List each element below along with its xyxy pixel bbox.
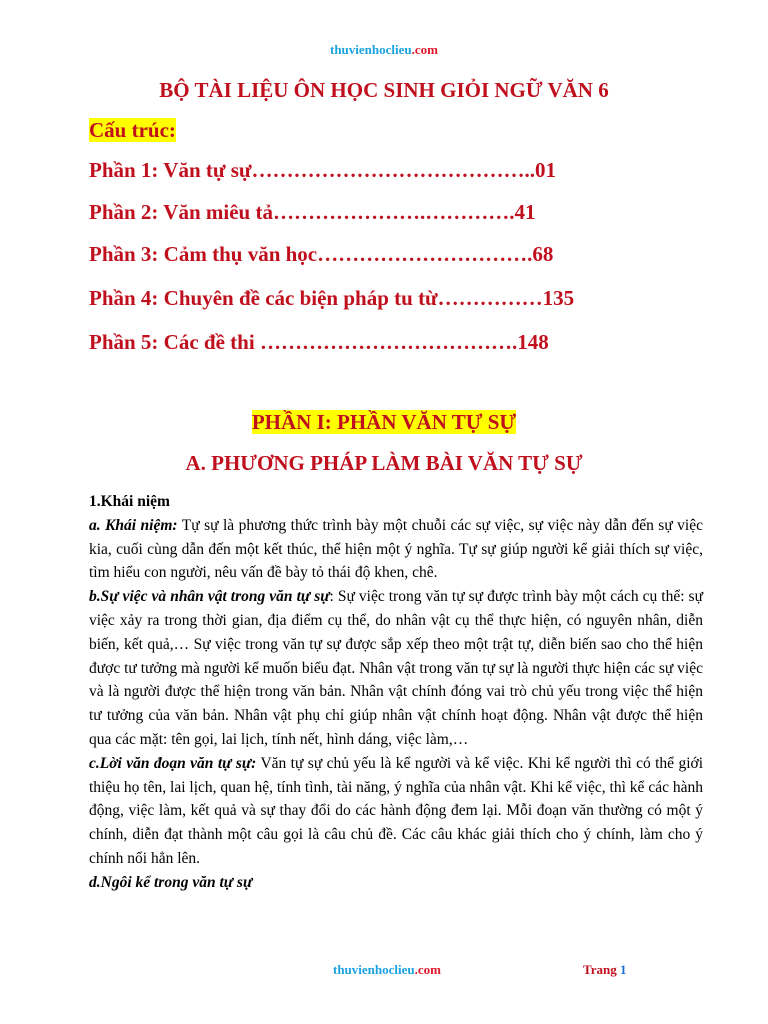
toc-item-dots: …………… [437,286,543,310]
heading-d: d.Ngôi kể trong văn tự sự [89,873,253,891]
text-c: Văn tự sự chủ yếu là kể người và kể việc. Khi kể người thì có thể giới thiệu họ tên, lai lịch, quan hệ, tính tình, tài năng, ý nghĩa của nhân vật. Khi kể việc, thì kể các hành động, việc làm, kết quả và sự thay đổi do các hành động đem lại. Mỗi đoạn văn thường có một ý chính, diễn đạt thành một câu gọi là câu chủ đề. Các câu khác giải thích cho ý chính, làm cho ý chính nổi hẳn lên. [89,754,703,867]
toc-item-label: Phần 3: Cảm thụ văn học [89,242,318,266]
text-b: : Sự việc trong văn tự sự được trình bày một cách cụ thể: sự việc xảy ra trong thời gian, địa điểm cụ thể, do nhân vật cụ thể thực hiện, có nguyên nhân, diễn biến, kết quả,… Sự việc trong văn tự sự được sắp xếp theo một trật tự, diễn biến sao cho thể hiện được tư tưởng mà người kể muốn biểu đạt. Nhân vật trong văn tự sự là người thực hiện các sự việc và là người được thể hiện trong văn bản. Nhân vật chính đóng vai trò chủ yếu trong việc thể hiện tư tưởng của văn bản. Nhân vật phụ chỉ giúp nhân vật chính hoạt động. Nhân vật được thể hiện qua các mặt: tên gọi, lai lịch, tính nết, hình dáng, việc làm,… [89,588,703,748]
term-c: c.Lời văn đoạn văn tự sự: [89,754,257,772]
header-site-name [0,42,768,58]
toc-item-label: Phần 1: Văn tự sự [89,158,252,182]
toc-item-page: 41 [514,200,536,224]
footer-site-name [333,962,441,978]
term-a: a. Khái niệm: [89,516,178,534]
toc-item-page: 01 [535,158,557,182]
paragraph-b [89,585,703,752]
method-title: A. PHƯƠNG PHÁP LÀM BÀI VĂN TỰ SỰ [185,451,583,475]
text-a: Tự sự là phương thức trình bày một chuỗi các sự việc, sự việc này dẫn đến sự việc kia, cuối cùng dẫn đến một kết thúc, thể hiện một ý nghĩa. Tự sự giúp người kể giải thích sự việc, tìm hiểu con người, nêu vấn đề bày tỏ thái độ khen, chê. [89,516,703,582]
toc-item [89,330,729,372]
paragraph-a [89,514,703,585]
section-title-line [0,410,768,435]
toc-item-dots: ………………….…………. [272,200,515,224]
table-of-contents [89,118,729,372]
toc-item-label: Phần 4: Chuyên đề các biện pháp tu từ [89,286,438,310]
paragraph-c [89,752,703,871]
toc-item [89,200,729,242]
footer-site-part1: thuvienhoclieu [333,962,415,977]
footer-site-part2: .com [414,962,441,977]
toc-item-page: 68 [532,242,554,266]
toc-heading-line [89,118,729,158]
toc-item [89,242,729,286]
toc-heading: Cấu trúc: [89,118,176,142]
heading-concept: 1.Khái niệm [89,493,170,510]
toc-item [89,158,729,200]
toc-item-label: Phần 5: Các đề thi [89,330,255,354]
toc-item-dots: …………………………. [317,242,533,266]
term-b: b.Sự việc và nhân vật trong văn tự sự [89,588,330,606]
page-label: Trang [583,962,617,977]
toc-item [89,286,729,330]
toc-item-page: 135 [542,286,575,310]
document-title: BỘ TÀI LIỆU ÔN HỌC SINH GIỎI NGỮ VĂN 6 [159,78,609,102]
header-site-part2: .com [411,42,438,57]
toc-item-dots: ………………………………….. [251,158,536,182]
footer-page [583,962,626,978]
section-title: PHẦN I: PHẦN VĂN TỰ SỰ [251,410,517,434]
toc-item-label: Phần 2: Văn miêu tả [89,200,273,224]
toc-item-page: 148 [517,330,549,354]
header-site-part1: thuvienhoclieu [330,42,412,57]
body-text [89,490,703,895]
page-number: 1 [619,962,627,977]
toc-item-dots: ………………………………. [254,330,518,354]
